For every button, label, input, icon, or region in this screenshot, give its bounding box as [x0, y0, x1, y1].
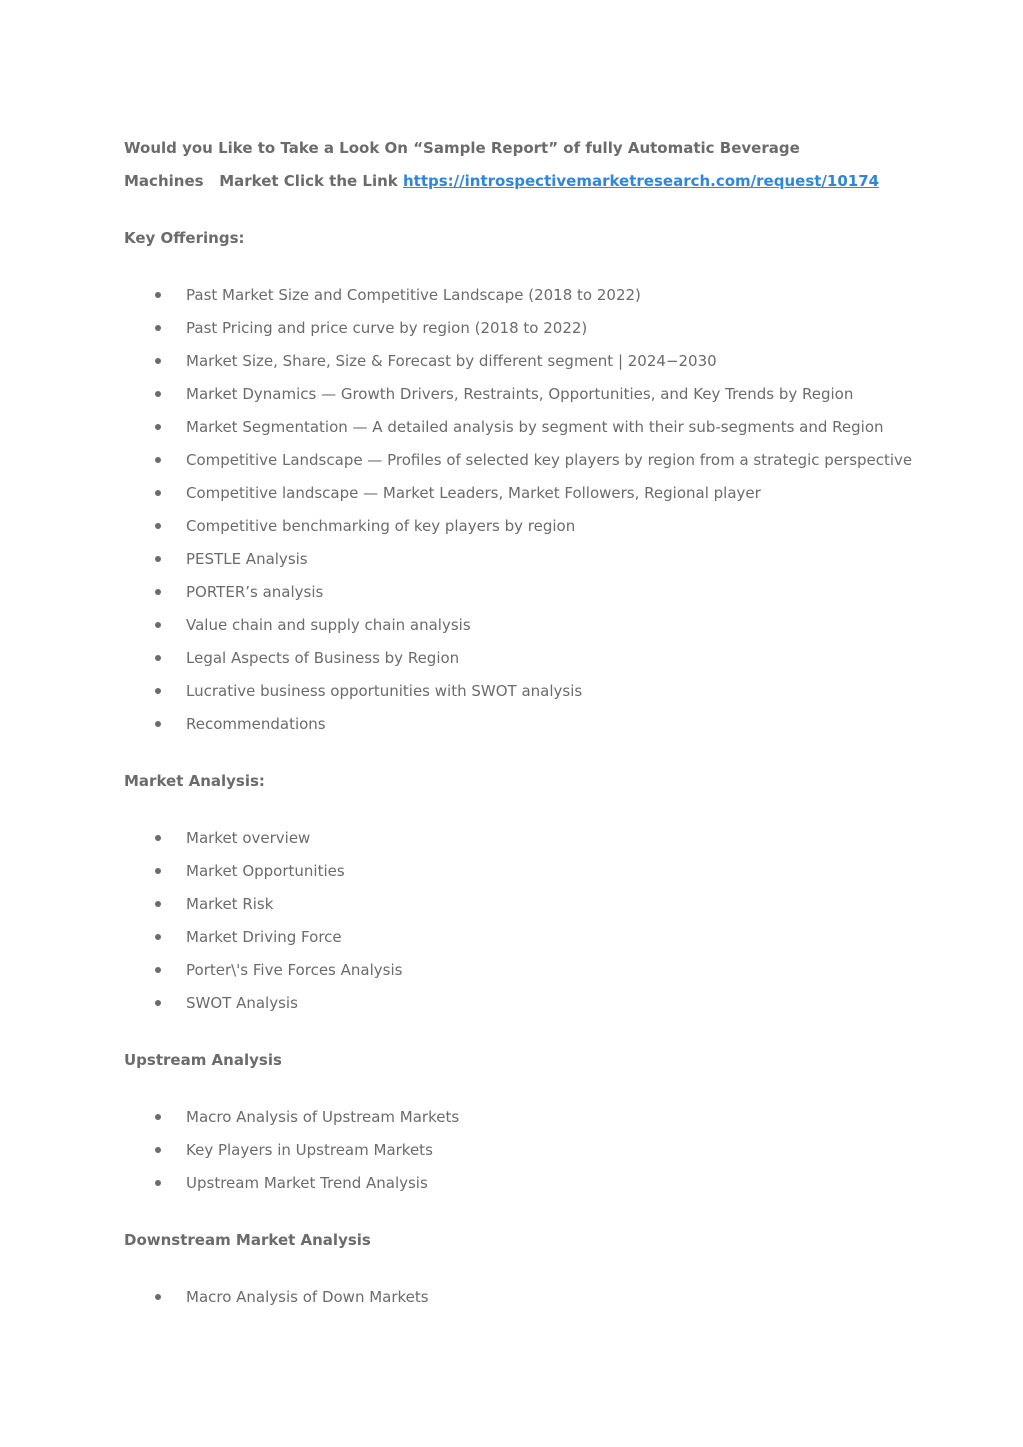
bullet-icon [155, 325, 161, 331]
bullet-icon [155, 1180, 161, 1186]
intro-line-2 [124, 171, 879, 191]
intro-line-1: Would you Like to Take a Look On “Sample Report” of fully Automatic Beverage [124, 139, 800, 157]
list-item-text: Competitive Landscape — Profiles of selected key players by region from a strategic perspective [186, 451, 913, 469]
list-item-text: Past Market Size and Competitive Landscape (2018 to 2022) [186, 286, 641, 304]
intro-line-2-text: Machines Market Click the Link [124, 172, 403, 190]
bullet-icon [155, 589, 161, 595]
list-item-text: Market Size, Share, Size & Forecast by different segment | 2024−2030 [186, 352, 717, 370]
bullet-icon [155, 391, 161, 397]
list-item-text: PORTER’s analysis [186, 583, 324, 601]
bullet-icon [155, 523, 161, 529]
bullet-icon [155, 835, 161, 841]
list-item-text: Market overview [186, 829, 311, 847]
list-item-text: Upstream Market Trend Analysis [186, 1174, 428, 1192]
bullet-icon [155, 868, 161, 874]
list-item-text: Competitive landscape — Market Leaders, Market Followers, Regional player [186, 484, 761, 502]
bullet-icon [155, 1114, 161, 1120]
list-item-text: Market Dynamics — Growth Drivers, Restraints, Opportunities, and Key Trends by Region [186, 385, 854, 403]
bullet-icon [155, 622, 161, 628]
bullet-icon [155, 292, 161, 298]
bullet-icon [155, 901, 161, 907]
list-item-text: Key Players in Upstream Markets [186, 1141, 433, 1159]
bullet-icon [155, 688, 161, 694]
bullet-icon [155, 721, 161, 727]
bullet-icon [155, 1147, 161, 1153]
bullet-icon [155, 490, 161, 496]
bullet-icon [155, 556, 161, 562]
bullet-icon [155, 1294, 161, 1300]
bullet-icon [155, 934, 161, 940]
heading-upstream-analysis: Upstream Analysis [124, 1051, 282, 1069]
list-item-text: Past Pricing and price curve by region (2018 to 2022) [186, 319, 588, 337]
list-item-text: Porter\'s Five Forces Analysis [186, 961, 403, 979]
heading-downstream-analysis: Downstream Market Analysis [124, 1231, 371, 1249]
bullet-icon [155, 358, 161, 364]
list-item-text: SWOT Analysis [186, 994, 298, 1012]
bullet-icon [155, 457, 161, 463]
list-item-text: PESTLE Analysis [186, 550, 308, 568]
list-item-text: Market Opportunities [186, 862, 345, 880]
list-item-text: Macro Analysis of Down Markets [186, 1288, 429, 1306]
list-item-text: Macro Analysis of Upstream Markets [186, 1108, 460, 1126]
list-item-text: Value chain and supply chain analysis [186, 616, 471, 634]
bullet-icon [155, 655, 161, 661]
list-item-text: Competitive benchmarking of key players by region [186, 517, 576, 535]
list-item-text: Legal Aspects of Business by Region [186, 649, 460, 667]
bullet-icon [155, 424, 161, 430]
list-item-text: Market Driving Force [186, 928, 342, 946]
list-item-text: Market Risk [186, 895, 274, 913]
heading-market-analysis: Market Analysis: [124, 772, 265, 790]
bullet-icon [155, 1000, 161, 1006]
bullet-icon [155, 967, 161, 973]
list-item-text: Lucrative business opportunities with SWOT analysis [186, 682, 583, 700]
heading-key-offerings: Key Offerings: [124, 229, 245, 247]
list-item-text: Recommendations [186, 715, 326, 733]
sample-report-link[interactable]: https://introspectivemarketresearch.com/request/10174 [403, 172, 880, 190]
list-item-text: Market Segmentation — A detailed analysis by segment with their sub-segments and Region [186, 418, 884, 436]
